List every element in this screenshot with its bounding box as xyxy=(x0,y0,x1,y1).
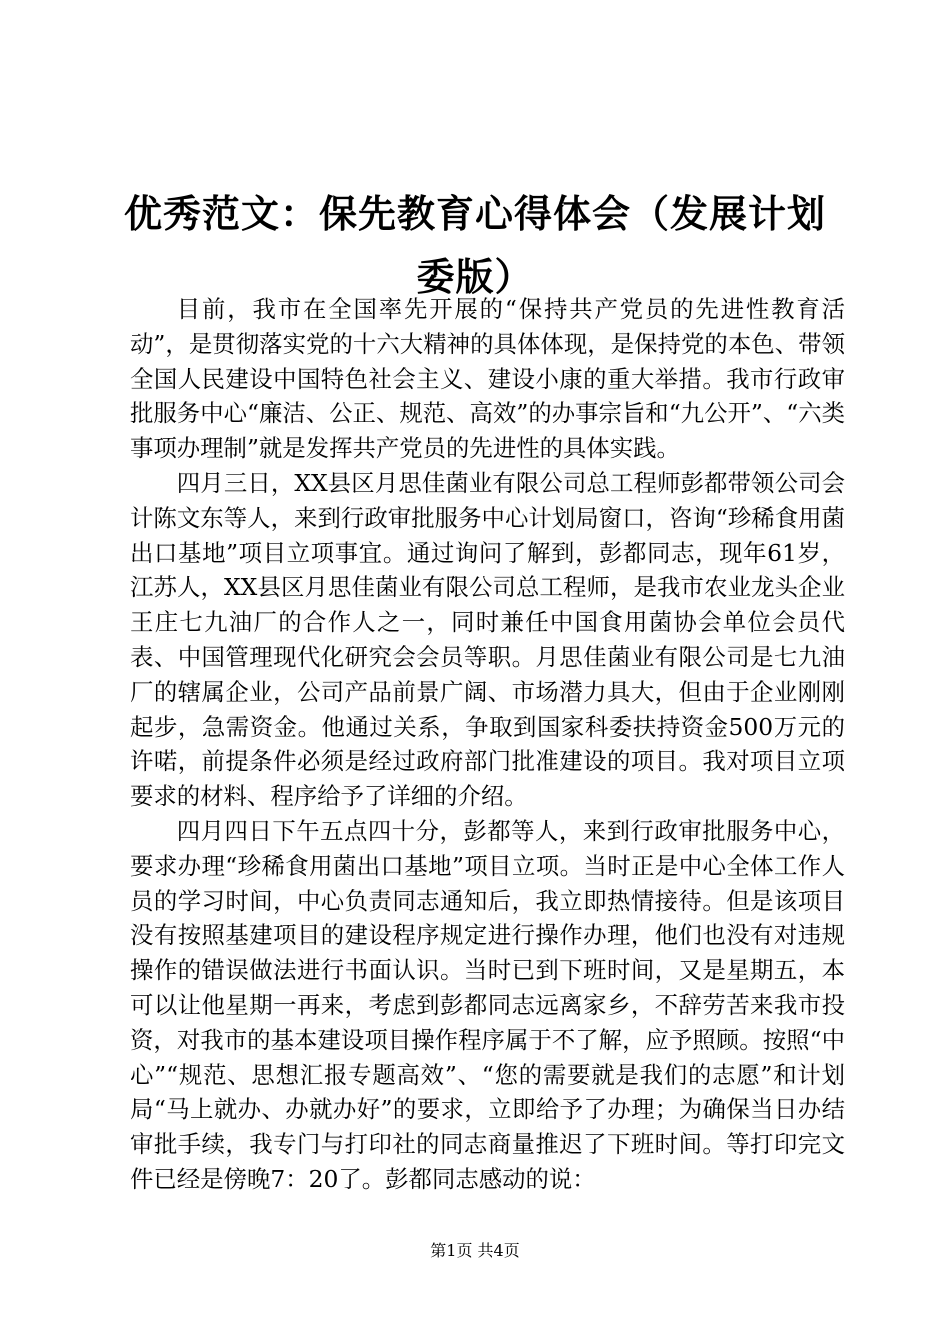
paragraph: 目前，我市在全国率先开展的“保持共产党员的先进性教育活动”，是贯彻落实党的十六大精神的具体体现，是保持党的本色、带领全国人民建设中国特色社会主义、建设小康的重大举措。我市行政审批服务中心“廉洁、公正、规范、高效”的办事宗旨和“九公开”、“六类事项办理制”就是发挥共产党员的先进性的具体实践。 xyxy=(130,295,845,463)
paragraph: 四月四日下午五点四十分，彭都等人，来到行政审批服务中心，要求办理“珍稀食用菌出口基地”项目立项。当时正是中心全体工作人员的学习时间，中心负责同志通知后，我立即热情接待。但是该项目没有按照基建项目的建设程序规定进行操作办理，他们也没有对违规操作的错误做法进行书面认识。当时已到下班时间，又是星期五，本可以让他星期一再来，考虑到彭都同志远离家乡，不辞劳苦来我市投资，对我市的基本建设项目操作程序属于不了解，应予照顾。按照“中心”“规范、思想汇报专题高效”、“您的需要就是我们的志愿”和计划局“马上就办、办就办好”的要求，立即给予了办理；为确保当日办结审批手续，我专门与打印社的同志商量推迟了下班时间。等打印完文件已经是傍晚7：20了。彭都同志感动的说： xyxy=(130,816,845,1193)
paragraph: 四月三日，XX县区月思佳菌业有限公司总工程师彭都带领公司会计陈文东等人，来到行政审批服务中心计划局窗口，咨询“珍稀食用菌出口基地”项目立项事宜。通过询问了解到，彭都同志，现年61岁，江苏人，XX县区月思佳菌业有限公司总工程师，是我市农业龙头企业王庄七九油厂的合作人之一，同时兼任中国食用菌协会单位会员代表、中国管理现代化研究会会员等职。月思佳菌业有限公司是七九油厂的辖属企业，公司产品前景广阔、市场潜力具大，但由于企业刚刚起步，急需资金。他通过关系，争取到国家科委扶持资金500万元的许喏，前提条件必须是经过政府部门批准建设的项目。我对项目立项要求的材料、程序给予了详细的介绍。 xyxy=(130,468,845,811)
document-body xyxy=(130,292,845,1197)
page-title: 优秀范文：保先教育心得体会（发展计划委版） xyxy=(123,192,826,300)
page-footer: 第1页 共4页 xyxy=(430,1241,520,1260)
